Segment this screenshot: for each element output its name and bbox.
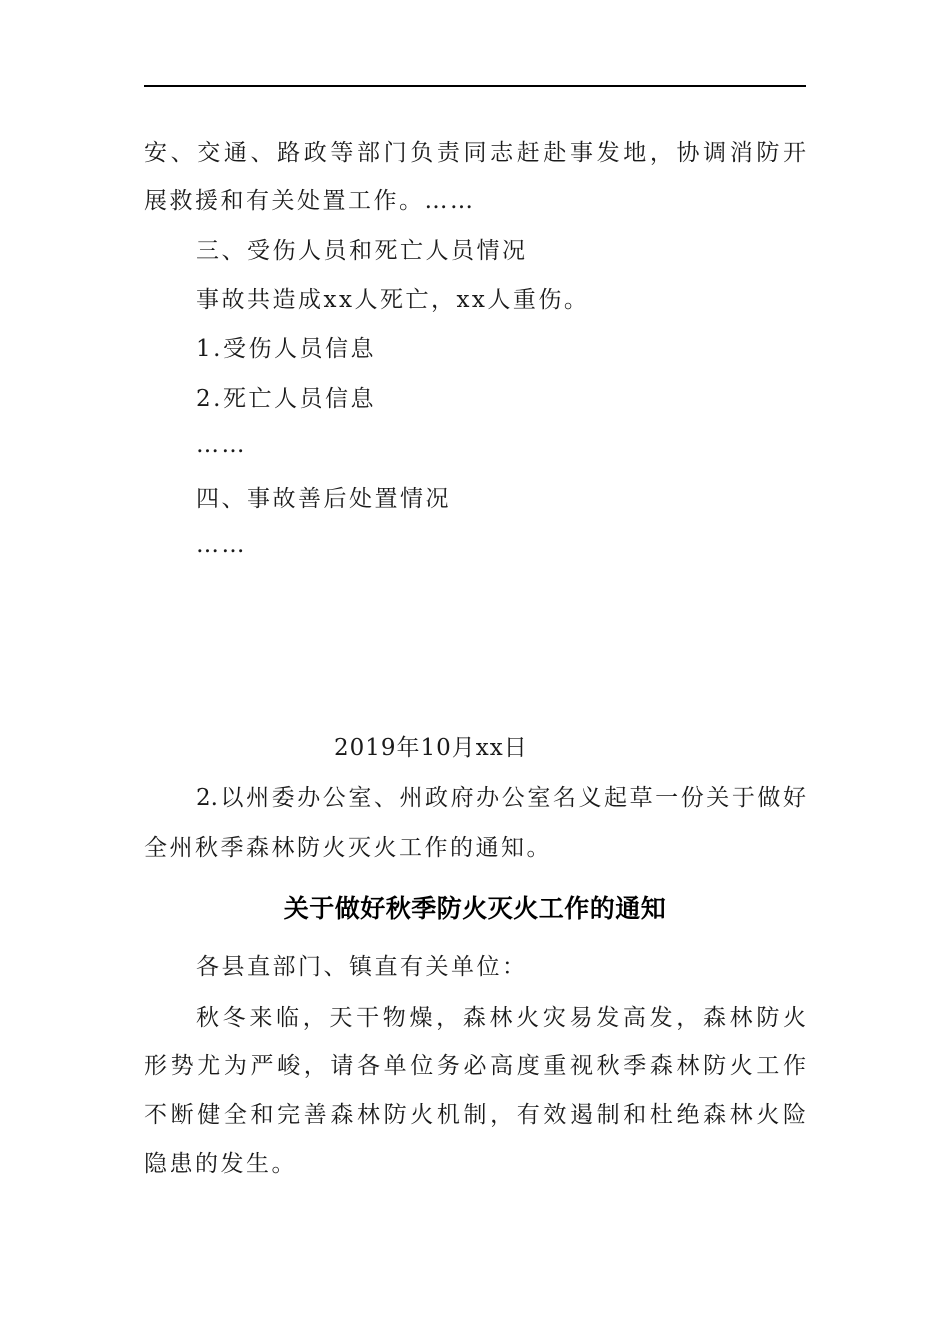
ellipsis: …… bbox=[196, 532, 247, 558]
header-rule bbox=[144, 85, 806, 87]
paragraph-line: 展救援和有关处置工作。…… bbox=[144, 188, 476, 214]
paragraph-line: 安、交通、路政等部门负责同志赶赴事发地，协调消防开 bbox=[144, 140, 806, 166]
list-item: 1.受伤人员信息 bbox=[196, 336, 376, 362]
list-item: 2.死亡人员信息 bbox=[196, 386, 376, 412]
body-line: 形势尤为严峻，请各单位务必高度重视秋季森林防火工作 bbox=[144, 1053, 806, 1079]
section-heading: 三、受伤人员和死亡人员情况 bbox=[196, 238, 528, 264]
ellipsis: …… bbox=[196, 432, 247, 458]
paragraph-line: 事故共造成xx人死亡，xx人重伤。 bbox=[196, 287, 590, 313]
salutation: 各县直部门、镇直有关单位： bbox=[196, 954, 528, 980]
notice-title: 关于做好秋季防火灭火工作的通知 bbox=[283, 894, 667, 923]
body-line: 秋冬来临，天干物燥，森林火灾易发高发，森林防火 bbox=[196, 1005, 806, 1031]
document-date: 2019年10月xx日 bbox=[334, 735, 528, 761]
section-heading: 四、事故善后处置情况 bbox=[196, 486, 451, 512]
task-line: 2.以州委办公室、州政府办公室名义起草一份关于做好 bbox=[196, 785, 806, 811]
task-line: 全州秋季森林防火灭火工作的通知。 bbox=[144, 835, 552, 861]
body-line: 隐患的发生。 bbox=[144, 1151, 297, 1177]
body-line: 不断健全和完善森林防火机制，有效遏制和杜绝森林火险 bbox=[144, 1102, 806, 1128]
